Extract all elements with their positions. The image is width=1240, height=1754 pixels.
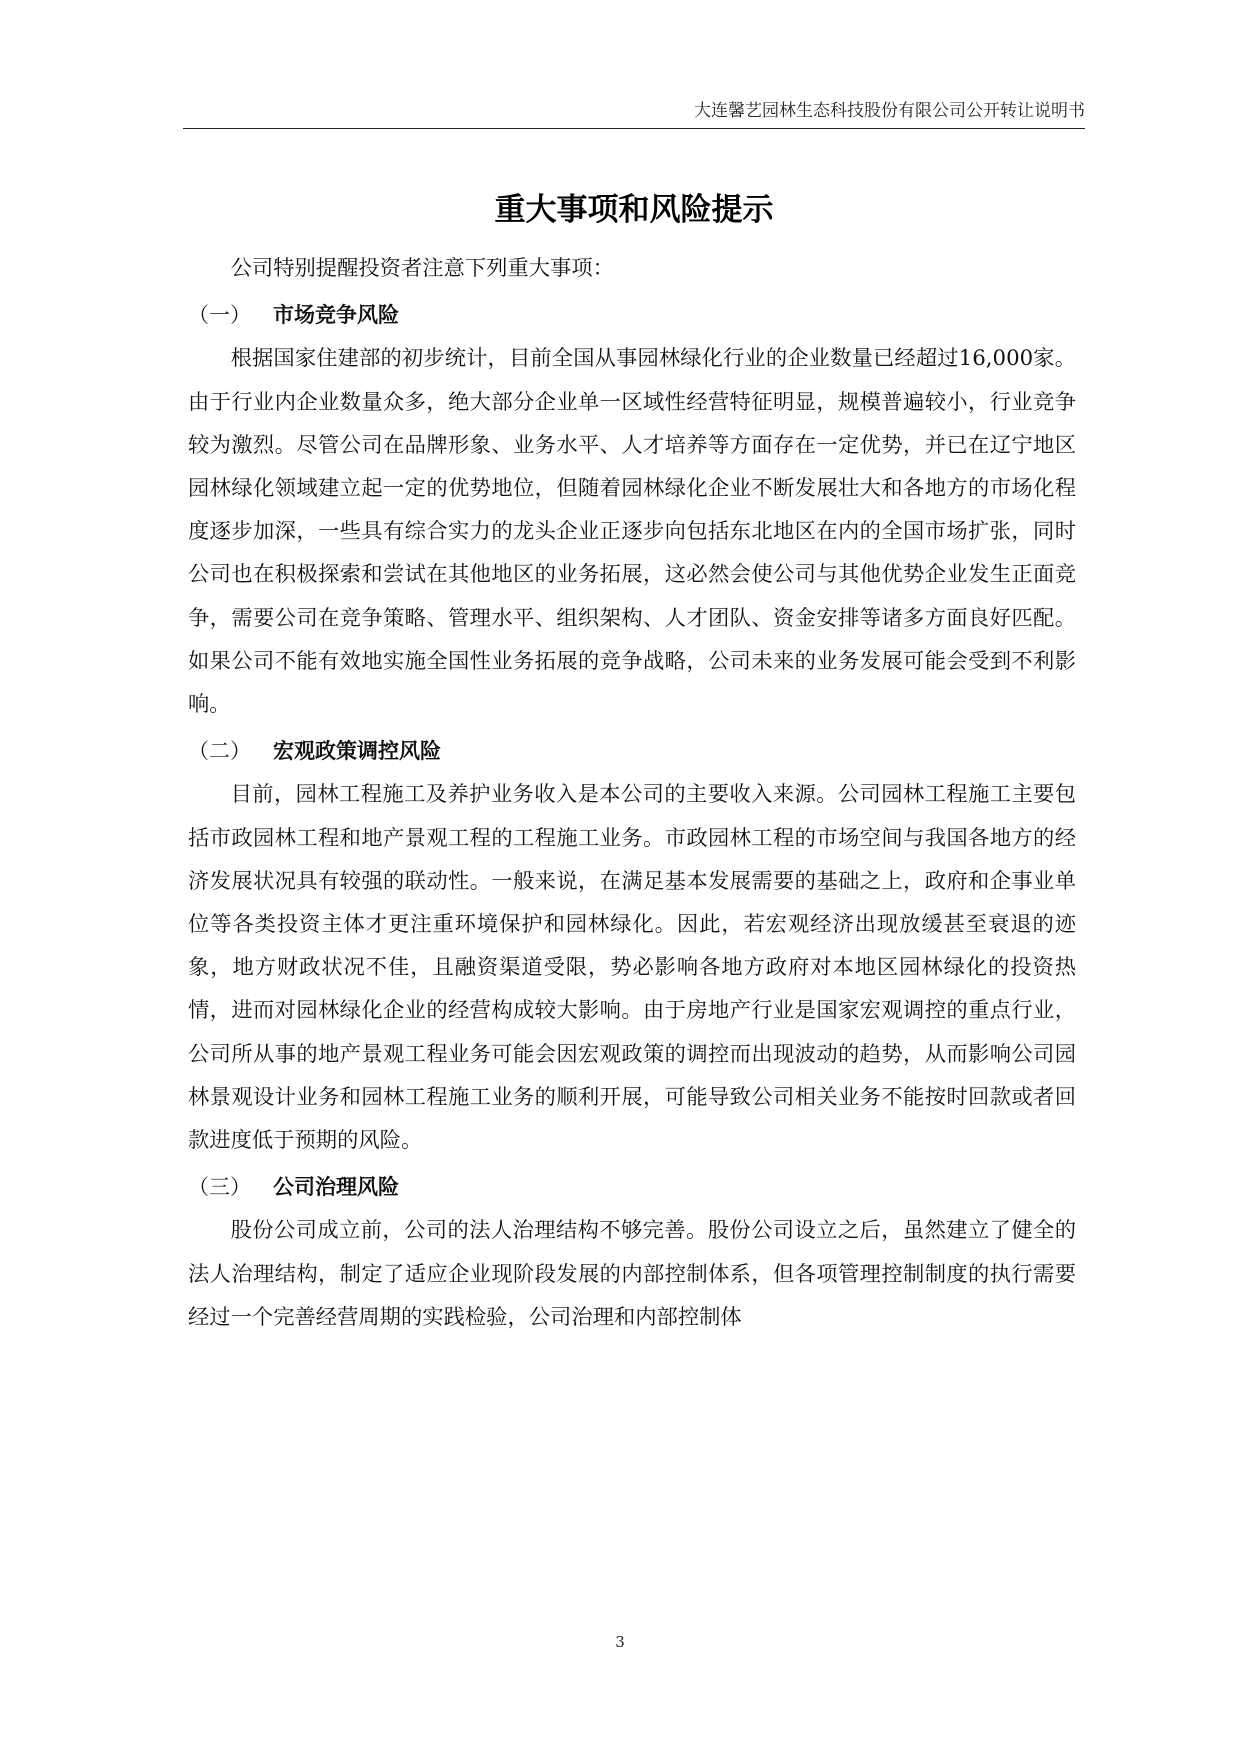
section-number: （三） [188, 1175, 251, 1200]
section-number: （二） [188, 739, 251, 764]
section-heading-2 [188, 730, 1076, 773]
section-title: 公司治理风险 [273, 1175, 399, 1200]
page-number: 3 [615, 1633, 625, 1651]
section-title: 宏观政策调控风险 [273, 739, 441, 764]
section-heading-1 [188, 294, 1076, 337]
document-title: 大连馨艺园林生态科技股份有限公司公开转让说明书 [694, 101, 1085, 121]
section-number: （一） [188, 303, 251, 328]
section-title: 市场竞争风险 [273, 303, 399, 328]
page-title: 重大事项和风险提示 [494, 192, 774, 228]
page-header [183, 100, 1085, 129]
section-heading-3 [188, 1166, 1076, 1209]
section-paragraph: 根据国家住建部的初步统计，目前全国从事园林绿化行业的企业数量已经超过16,000家。由于行业内企业数量众多，绝大部分企业单一区域性经营特征明显，规模普遍较小，行业竞争较为激烈。尽管公司在品牌形象、业务水平、人才培养等方面存在一定优势，并已在辽宁地区园林绿化领域建立起一定的优势地位，但随着园林绿化企业不断发展壮大和各地方的市场化程度逐步加深，一些具有综合实力的龙头企业正逐步向包括东北地区在内的全国市场扩张，同时公司也在积极探索和尝试在其他地区的业务拓展，这必然会使公司与其他优势企业发生正面竞争，需要公司在竞争策略、管理水平、组织架构、人才团队、资金安排等诸多方面良好匹配。如果公司不能有效地实施全国性业务拓展的竞争战略，公司未来的业务发展可能会受到不利影响。 [188, 346, 1076, 718]
document-body [188, 247, 1076, 1339]
section-paragraph: 目前，园林工程施工及养护业务收入是本公司的主要收入来源。公司园林工程施工主要包括市政园林工程和地产景观工程的工程施工业务。市政园林工程的市场空间与我国各地方的经济发展状况具有较强的联动性。一般来说，在满足基本发展需要的基础之上，政府和企事业单位等各类投资主体才更注重环境保护和园林绿化。因此，若宏观经济出现放缓甚至衰退的迹象，地方财政状况不佳，且融资渠道受限，势必影响各地方政府对本地区园林绿化的投资热情，进而对园林绿化企业的经营构成较大影响。由于房地产行业是国家宏观调控的重点行业，公司所从事的地产景观工程业务可能会因宏观政策的调控而出现波动的趋势，从而影响公司园林景观设计业务和园林工程施工业务的顺利开展，可能导致公司相关业务不能按时回款或者回款进度低于预期的风险。 [188, 782, 1076, 1154]
section-paragraph: 股份公司成立前，公司的法人治理结构不够完善。股份公司设立之后，虽然建立了健全的法人治理结构，制定了适应企业现阶段发展的内部控制体系，但各项管理控制制度的执行需要经过一个完善经营周期的实践检验，公司治理和内部控制体 [188, 1218, 1076, 1330]
intro-paragraph: 公司特别提醒投资者注意下列重大事项： [230, 256, 614, 281]
